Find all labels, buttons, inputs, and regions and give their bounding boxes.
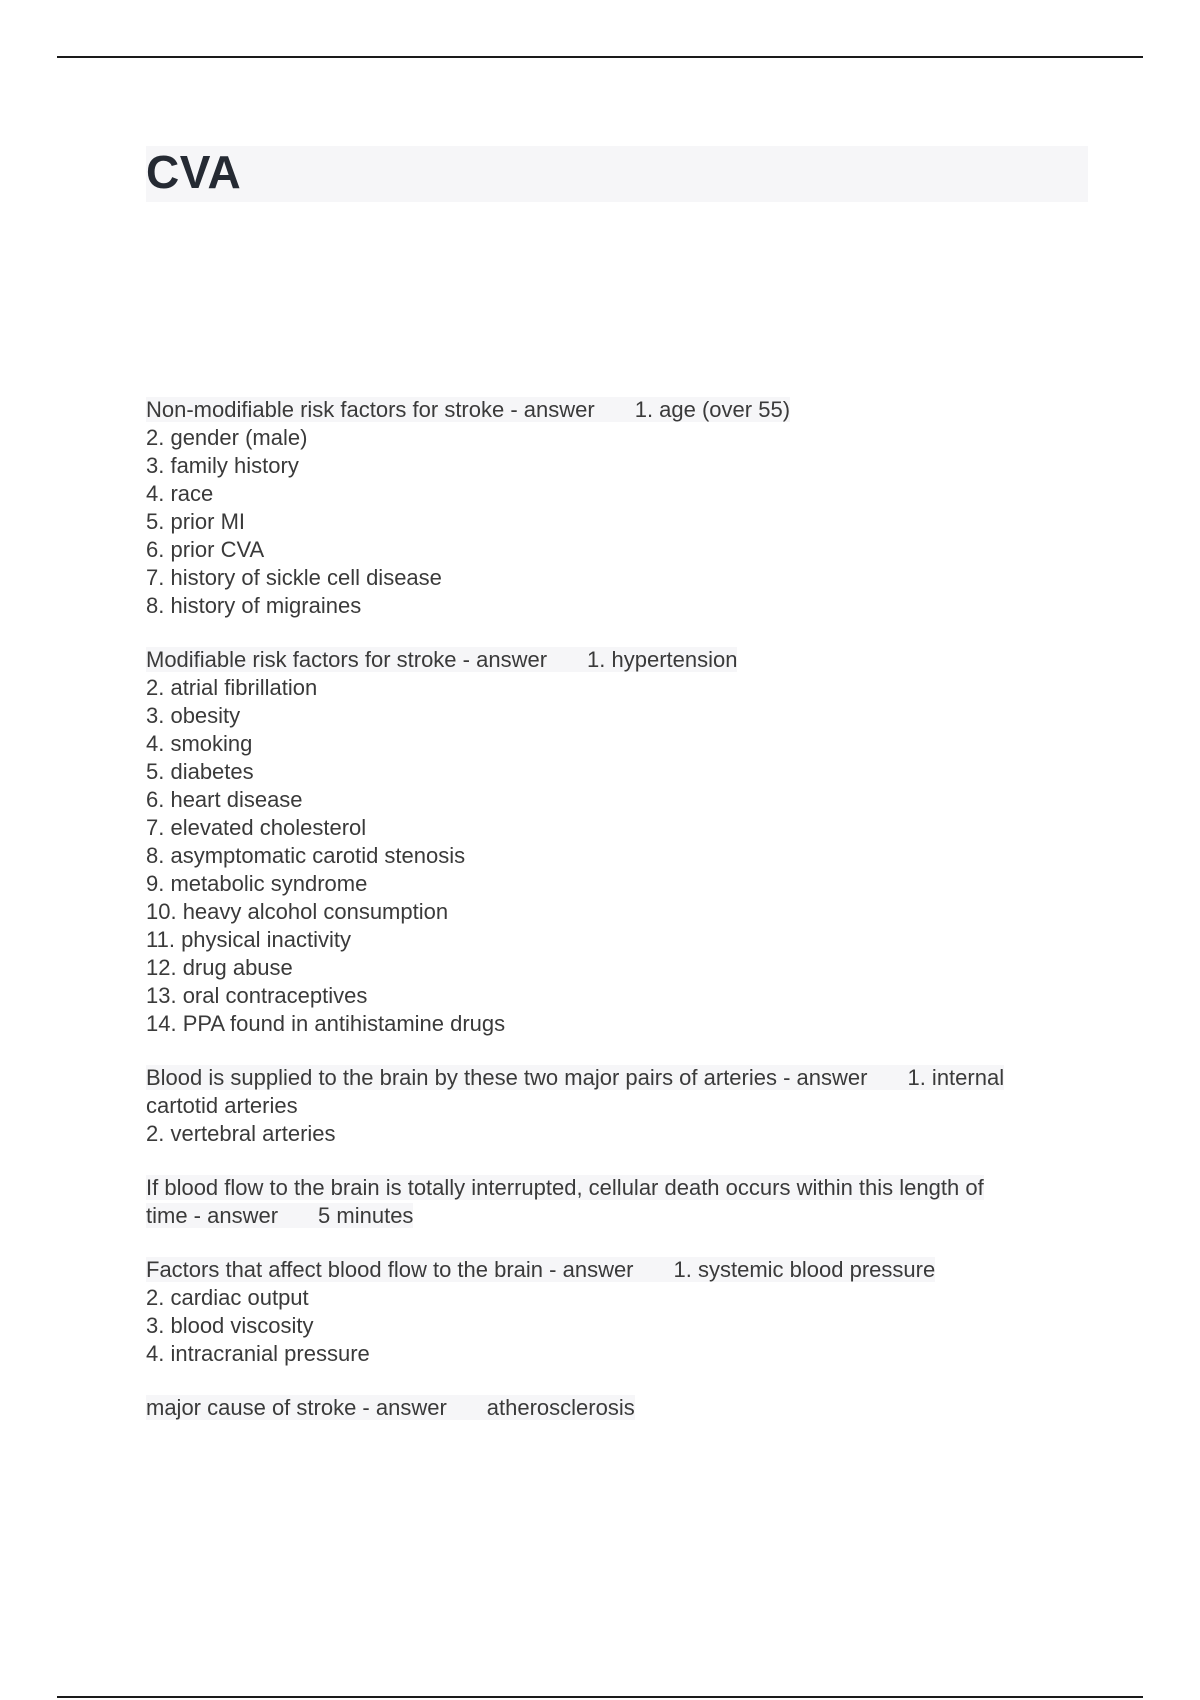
list-item: 2. gender (male) — [146, 425, 308, 450]
qa-list — [146, 396, 1096, 1448]
list-item: 2. vertebral arteries — [146, 1121, 336, 1146]
list-item: 5. prior MI — [146, 509, 246, 534]
answer-text: 1. hypertension — [587, 647, 738, 672]
list-item: 6. heart disease — [146, 787, 303, 812]
list-item: 9. metabolic syndrome — [146, 871, 368, 896]
qa-item-non-modifiable-risk-factors — [146, 396, 1096, 620]
qa-item-cellular-death-time — [146, 1174, 1096, 1230]
title-band — [146, 146, 1088, 202]
list-item: 10. heavy alcohol consumption — [146, 899, 449, 924]
question-text: Modifiable risk factors for stroke - answer 1. hypertension — [146, 647, 738, 672]
list-item: 2. atrial fibrillation — [146, 675, 318, 700]
list-item: 8. asymptomatic carotid stenosis — [146, 843, 466, 868]
list-item: 7. elevated cholesterol — [146, 815, 367, 840]
list-item: 12. drug abuse — [146, 955, 293, 980]
bottom-rule — [57, 1696, 1143, 1698]
list-item: 8. history of migraines — [146, 593, 362, 618]
qa-item-major-cause — [146, 1394, 1096, 1422]
question-text: If blood flow to the brain is totally interrupted, cellular death occurs within this length of — [146, 1175, 984, 1200]
answer-continuation: cartotid arteries — [146, 1093, 298, 1118]
answer-text: 1. age (over 55) — [634, 397, 791, 422]
question-text: Non-modifiable risk factors for stroke - answer 1. age (over 55) — [146, 397, 791, 422]
list-item: 11. physical inactivity — [146, 927, 352, 952]
answer-text: atherosclerosis — [486, 1395, 635, 1420]
answer-text: 1. systemic blood pressure — [673, 1257, 936, 1282]
answer-text: 1. internal — [907, 1065, 1005, 1090]
question-text-continued: time - answer 5 minutes — [146, 1203, 414, 1228]
list-item: 3. family history — [146, 453, 299, 478]
list-item: 6. prior CVA — [146, 537, 265, 562]
question-text: Blood is supplied to the brain by these two major pairs of arteries - answer 1. internal — [146, 1065, 1005, 1090]
list-item: 2. cardiac output — [146, 1285, 309, 1310]
top-rule — [57, 56, 1143, 58]
list-item: 4. race — [146, 481, 214, 506]
list-item: 3. blood viscosity — [146, 1313, 314, 1338]
answer-text: 5 minutes — [318, 1203, 414, 1228]
list-item: 5. diabetes — [146, 759, 254, 784]
list-item: 4. intracranial pressure — [146, 1341, 370, 1366]
question-text: major cause of stroke - answer atherosclerosis — [146, 1395, 635, 1420]
question-text: Factors that affect blood flow to the brain - answer 1. systemic blood pressure — [146, 1257, 936, 1282]
list-item: 4. smoking — [146, 731, 253, 756]
list-item: 13. oral contraceptives — [146, 983, 368, 1008]
list-item: 14. PPA found in antihistamine drugs — [146, 1011, 506, 1036]
qa-item-modifiable-risk-factors — [146, 646, 1096, 1038]
list-item: 7. history of sickle cell disease — [146, 565, 442, 590]
document-title: CVA — [146, 146, 242, 198]
list-item: 3. obesity — [146, 703, 241, 728]
qa-item-blood-flow-factors — [146, 1256, 1096, 1368]
qa-item-brain-arteries — [146, 1064, 1096, 1148]
